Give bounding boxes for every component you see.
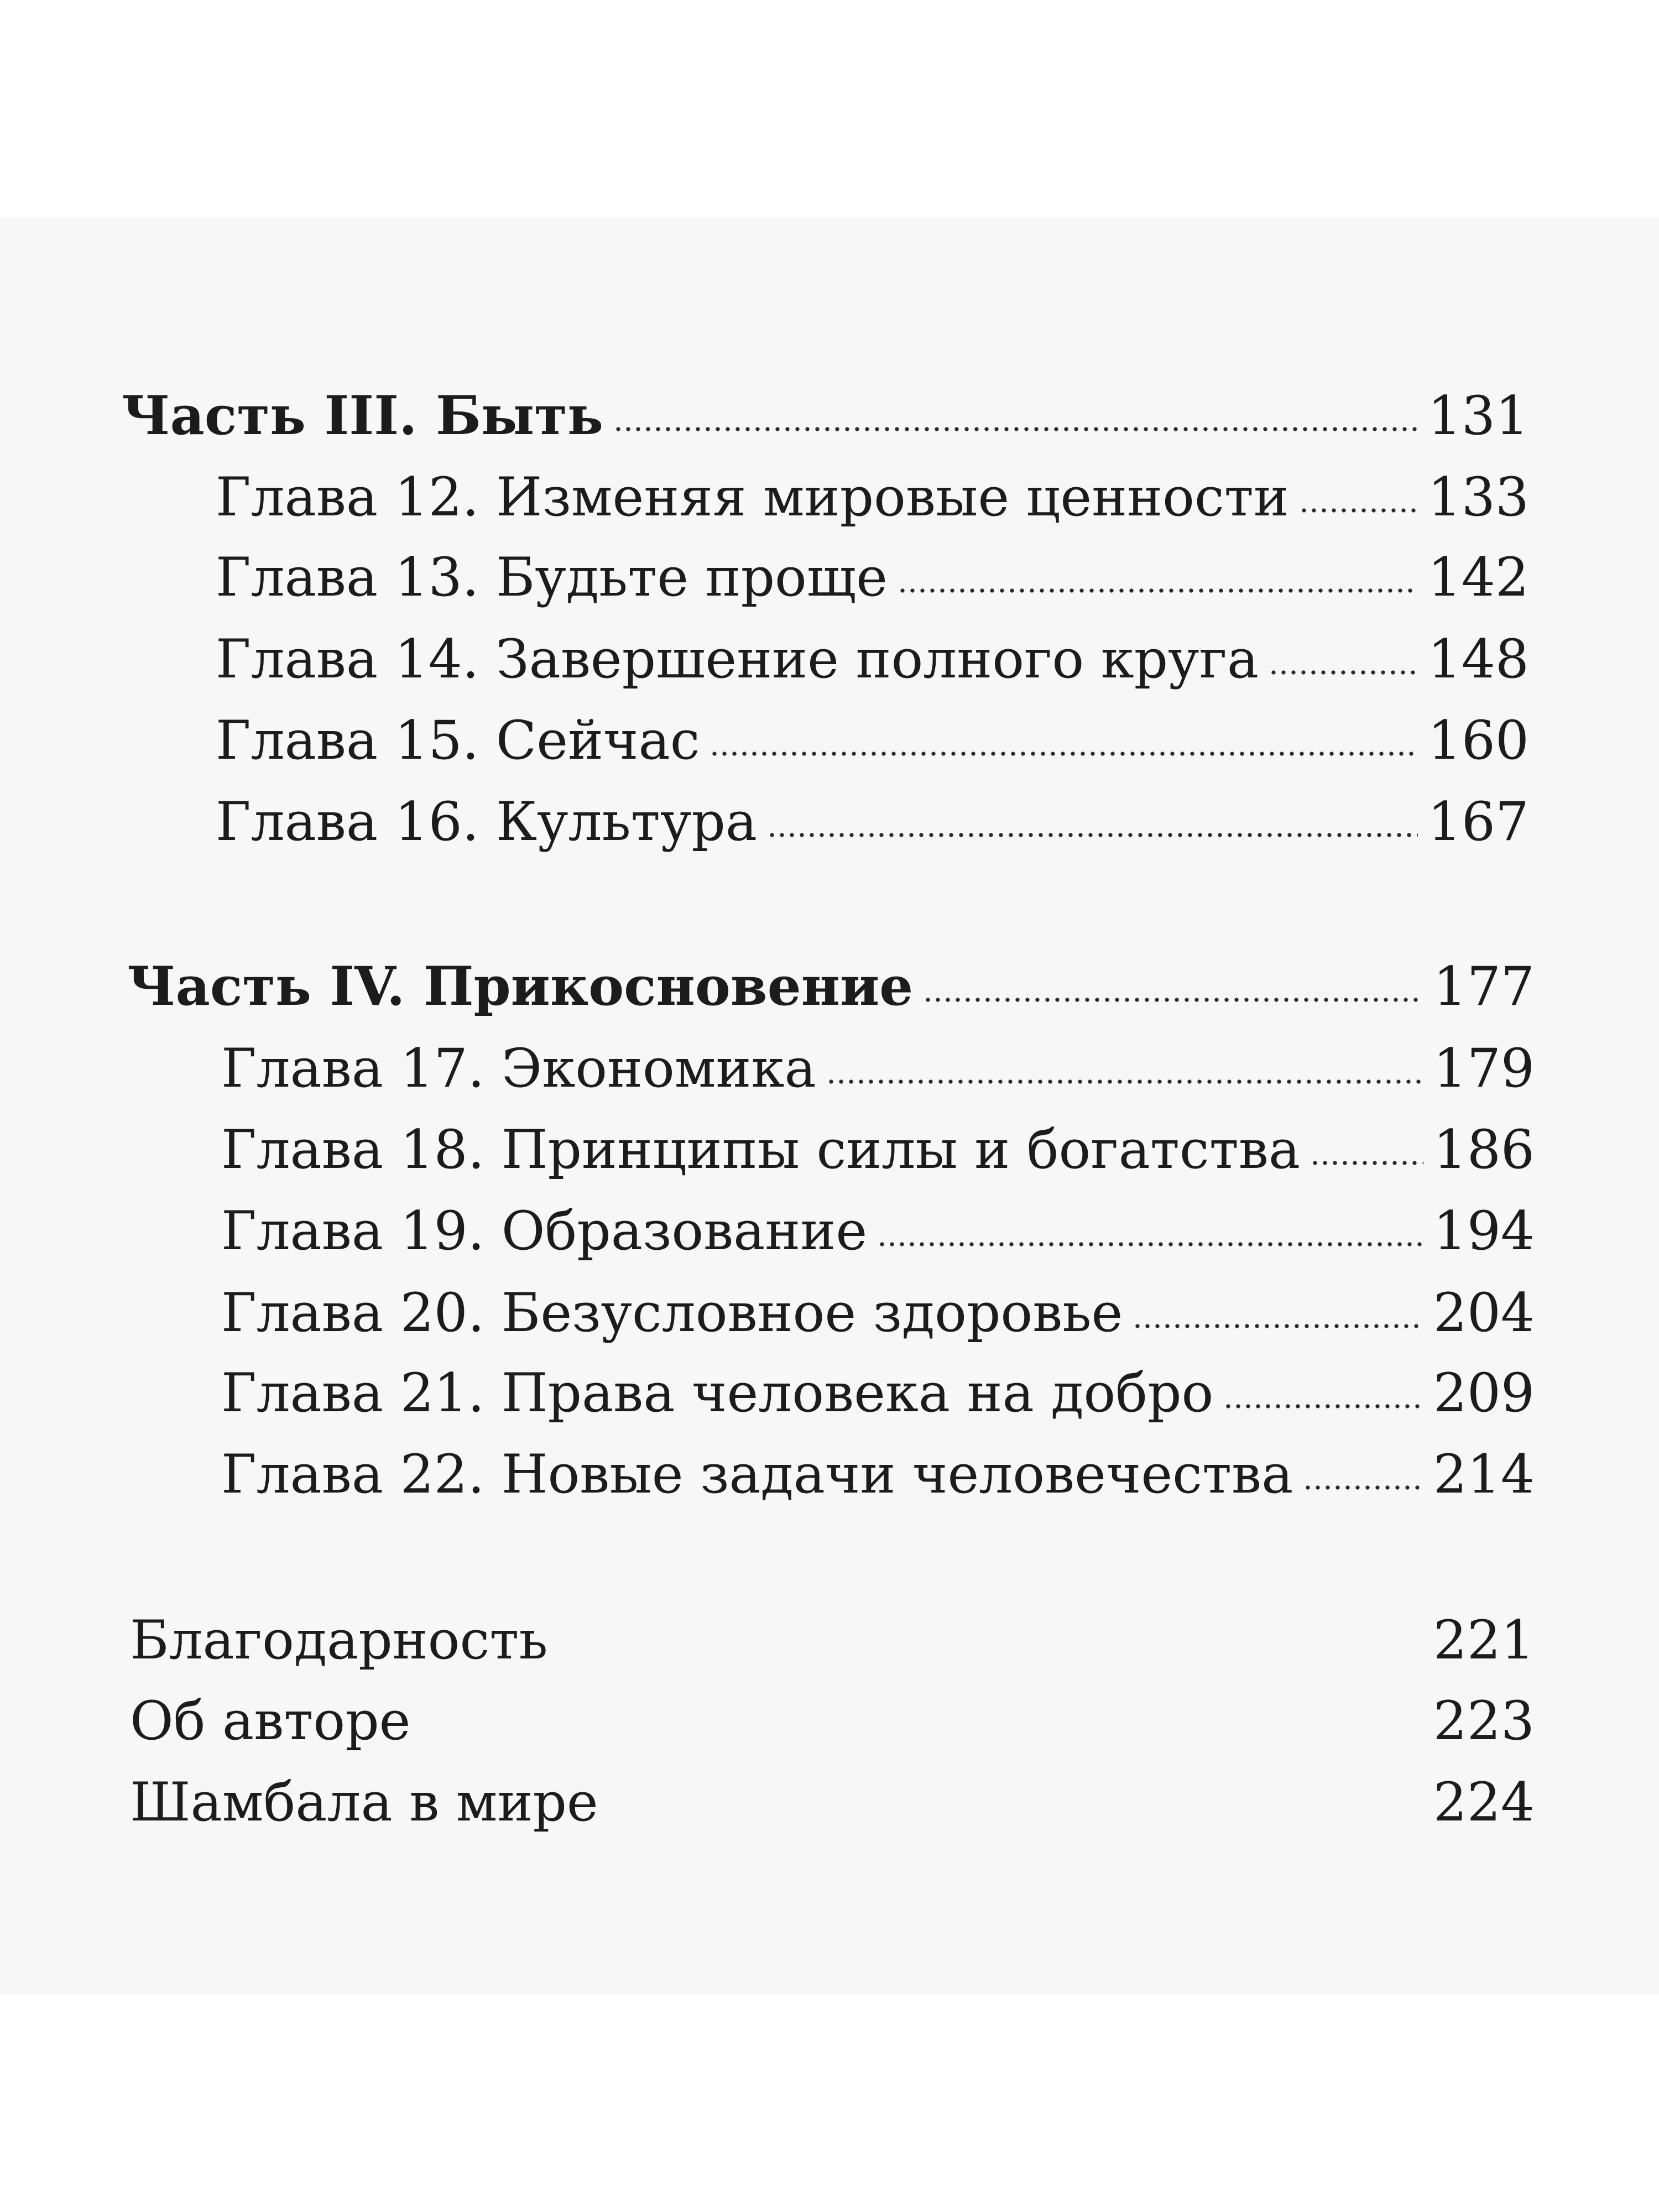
toc-entry-page: 186 — [1433, 1119, 1535, 1181]
leader-dots — [826, 1078, 1423, 1085]
toc-chapter-18 — [221, 1104, 1535, 1181]
toc-chapter-14 — [216, 614, 1529, 690]
leader-dots — [1299, 507, 1418, 514]
book-page — [0, 217, 1659, 1995]
toc-entry-page: 223 — [1433, 1690, 1535, 1752]
toc-entry-page: 221 — [1433, 1609, 1535, 1671]
leader-dots — [1310, 1160, 1423, 1166]
toc-chapter-21 — [221, 1348, 1535, 1424]
toc-entry-title: Благодарность — [130, 1609, 548, 1671]
toc-entry-title: Глава 12. Изменяя мировые ценности — [216, 466, 1289, 528]
toc-entry-page: 142 — [1427, 546, 1529, 608]
toc-entry-title: Шамбала в мире — [130, 1771, 598, 1833]
toc-entry-page: 214 — [1433, 1443, 1535, 1505]
toc-entry-page: 160 — [1427, 709, 1529, 771]
toc-entry-title: Глава 18. Принципы силы и богатства — [221, 1119, 1301, 1181]
leader-dots — [767, 832, 1418, 838]
toc-chapter-12 — [216, 452, 1529, 528]
toc-chapter-15 — [216, 695, 1529, 771]
toc-entry-title: Глава 14. Завершение полного круга — [216, 628, 1259, 690]
toc-entry-title: Глава 16. Культура — [216, 791, 758, 853]
toc-entry-title: Глава 17. Экономика — [221, 1037, 816, 1099]
toc-entry-page: 177 — [1433, 956, 1535, 1018]
leader-dots — [613, 426, 1418, 432]
leader-dots — [898, 587, 1418, 594]
toc-entry-page: 131 — [1427, 385, 1529, 447]
toc-chapter-22 — [221, 1429, 1535, 1505]
leader-dots — [923, 997, 1423, 1003]
toc-entry-title: Глава 22. Новые задачи человечества — [221, 1443, 1293, 1505]
toc-entry-title: Глава 20. Безусловное здоровье — [221, 1282, 1123, 1344]
toc-chapter-19 — [221, 1186, 1535, 1262]
toc-entry-title: Глава 13. Будьте проще — [216, 546, 888, 608]
toc-entry-page: 133 — [1427, 466, 1529, 528]
toc-entry-title: Глава 19. Образование — [221, 1200, 868, 1262]
toc-entry-page: 167 — [1427, 791, 1529, 853]
toc-chapter-13 — [216, 532, 1529, 608]
leader-dots — [1223, 1403, 1423, 1410]
toc-entry-page: 194 — [1433, 1200, 1535, 1262]
toc-entry-title: Часть III. Быть — [122, 384, 603, 447]
toc-shambhala-world — [130, 1757, 1535, 1833]
leader-dots — [709, 750, 1417, 757]
toc-entry-page: 209 — [1433, 1362, 1535, 1424]
leader-dots — [1269, 669, 1418, 676]
toc-entry-title: Об авторе — [130, 1690, 411, 1752]
toc-entry-page: 148 — [1427, 628, 1529, 690]
toc-chapter-16 — [216, 776, 1529, 853]
leader-dots — [1303, 1484, 1423, 1491]
toc-chapter-17 — [221, 1023, 1535, 1099]
leader-dots — [1133, 1323, 1423, 1329]
toc-part-4 — [127, 941, 1535, 1018]
toc-chapter-20 — [221, 1267, 1535, 1344]
toc-about-author — [130, 1676, 1535, 1752]
toc-entry-title: Часть IV. Прикосновение — [127, 955, 914, 1018]
toc-acknowledgements — [130, 1595, 1535, 1671]
toc-entry-page: 204 — [1433, 1282, 1535, 1344]
toc-part-3 — [122, 371, 1529, 447]
toc-entry-page: 179 — [1433, 1037, 1535, 1099]
toc-entry-page: 224 — [1433, 1771, 1535, 1833]
toc-entry-title: Глава 21. Права человека на добро — [221, 1362, 1214, 1424]
toc-entry-title: Глава 15. Сейчас — [216, 709, 700, 771]
leader-dots — [877, 1241, 1423, 1248]
